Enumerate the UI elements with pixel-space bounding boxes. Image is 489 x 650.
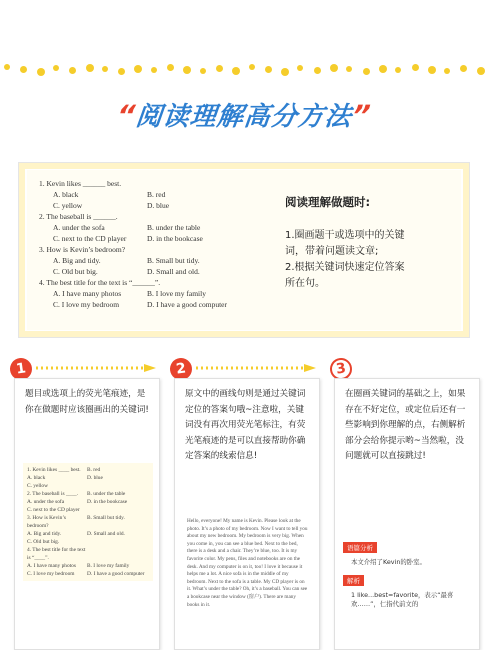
decor-dot — [167, 64, 174, 71]
step-2 — [170, 358, 322, 650]
step-1-mini-questions — [23, 463, 153, 581]
option-row — [39, 189, 279, 200]
option-a: A. I have many photos — [53, 289, 122, 298]
option-row — [39, 266, 279, 277]
mini-cell: B. red — [87, 467, 101, 473]
decor-dot — [477, 67, 485, 75]
decor-dot — [265, 66, 272, 73]
explanation-tag: 解析 — [343, 575, 364, 586]
decor-dot — [134, 65, 142, 73]
decor-dot — [314, 67, 321, 74]
title-close-quote: ” — [350, 99, 374, 132]
decor-dot — [330, 64, 338, 72]
decor-dot — [460, 65, 467, 72]
option-b: B. I love my family — [147, 289, 206, 298]
question-list — [39, 178, 279, 310]
step-3-analysis — [343, 537, 473, 612]
decor-dot — [281, 68, 289, 76]
mini-cell: 3. How is Kevin’s bedroom? — [27, 515, 66, 529]
mini-cell: B. Small but tidy. — [87, 515, 125, 521]
tips-line-2: 词，带着问题读文章; — [285, 246, 379, 257]
question-stem: 4. The best title for the text is “______”. — [39, 278, 161, 287]
mini-row — [27, 482, 149, 490]
step-1-card — [14, 378, 160, 650]
mini-cell: C. next to the CD player — [27, 507, 80, 513]
mini-cell: 2. The baseball is ____. — [27, 491, 79, 497]
decor-dot — [102, 66, 108, 72]
step-2-text: 原文中的画线句则是通过关键词定位的答案句哦~注意啦，关键词没有再次用荧光笔标注，有荧光笔痕迹的是可以直接帮助你确定答案的线索信息! — [185, 389, 306, 461]
tips-line-1: 1.圈画题干或选项中的关键 — [285, 230, 405, 241]
step-1 — [10, 358, 162, 650]
mini-cell: A. Big and tidy. — [27, 531, 62, 537]
decor-dot — [412, 64, 419, 71]
arrow-icon — [34, 364, 158, 372]
option-d: D. I have a good computer — [147, 300, 227, 309]
option-row — [39, 200, 279, 211]
decor-dot — [444, 68, 450, 74]
question-stem: 2. The baseball is ______. — [39, 212, 118, 221]
decor-dot — [363, 68, 370, 75]
mini-cell: D. Small and old. — [87, 531, 125, 537]
mini-row — [27, 506, 149, 514]
mini-cell: D. blue — [87, 475, 103, 481]
decor-dot — [200, 68, 206, 74]
decor-dot — [183, 66, 191, 74]
step-number-2: 2 — [169, 357, 194, 382]
question-panel-inner — [27, 170, 461, 330]
mini-cell: 4. The best title for the text is “____”. — [27, 547, 86, 561]
option-row — [39, 255, 279, 266]
mini-row — [27, 546, 149, 562]
page-title — [115, 96, 373, 133]
arrow-icon — [194, 364, 318, 372]
decor-dot — [297, 65, 303, 71]
mini-row — [27, 514, 149, 530]
mini-cell: A. under the sofa — [27, 499, 65, 505]
step-1-text: 题目或选项上的荧光笔痕迹，是你在做题时应该圈画出的关键词! — [25, 389, 149, 415]
dotted-border — [0, 58, 489, 80]
decor-dot — [86, 64, 94, 72]
decor-dot — [4, 64, 10, 70]
decor-dot — [151, 67, 157, 73]
decor-dot — [20, 66, 27, 73]
step-3-text: 在圈画关键词的基础之上，如果存在不好定位，或定位后还有一些影响到你理解的点，右侧解析部分会给你提示哟~当然啦，没问题就可以直接跳过! — [345, 389, 466, 461]
mini-row — [27, 538, 149, 546]
mini-row — [27, 490, 149, 498]
tips-heading: 阅读理解做题时: — [285, 195, 371, 209]
analysis-tag: 语篇分析 — [343, 542, 377, 553]
mini-row — [27, 498, 149, 506]
mini-row — [27, 530, 149, 538]
title-open-quote: “ — [115, 99, 139, 132]
option-row — [39, 288, 279, 299]
option-b: B. under the table — [147, 223, 201, 232]
step-3-card — [334, 378, 480, 650]
option-c: C. yellow — [53, 201, 83, 210]
decor-dot — [53, 65, 59, 71]
question-stem: 3. How is Kevin’s bedroom? — [39, 245, 126, 254]
option-row — [39, 222, 279, 233]
explanation-note: 1 like...best=favorite，表示“最喜欢……”，仁指代前文的 — [351, 591, 454, 608]
decor-dot — [118, 68, 125, 75]
mini-cell: A. black — [27, 475, 46, 481]
mini-row — [27, 466, 149, 474]
title-area — [0, 96, 489, 133]
step-number-3: 3 — [329, 357, 354, 382]
question-stem: 1. Kevin likes ______ best. — [39, 179, 122, 188]
option-a: A. under the sofa — [53, 223, 105, 232]
option-c: C. Old but big. — [53, 267, 98, 276]
decor-dot — [428, 66, 436, 74]
decor-dot — [69, 67, 76, 74]
mini-row — [27, 562, 149, 570]
option-row — [39, 233, 279, 244]
option-c: C. next to the CD player — [53, 234, 127, 243]
decor-dot — [216, 65, 223, 72]
tips-line-4: 所在句。 — [285, 278, 325, 289]
step-number-1: 1 — [9, 357, 34, 382]
question-panel — [18, 162, 470, 338]
decor-dot — [37, 68, 45, 76]
decor-dot — [249, 64, 255, 70]
mini-cell: C. Old but big. — [27, 539, 60, 545]
option-b: B. red — [147, 190, 166, 199]
analysis-summary: 本文介绍了Kevin的卧室。 — [351, 558, 426, 566]
tips-box — [285, 194, 465, 292]
mini-row — [27, 570, 149, 578]
decor-dot — [379, 65, 387, 73]
option-c: C. I love my bedroom — [53, 300, 120, 309]
option-a: A. Big and tidy. — [53, 256, 101, 265]
mini-cell: C. yellow — [27, 483, 48, 489]
step-2-passage: Hello, everyone! My name is Kevin. Please look at the photo. It’s a photo of my bedroom. Now I want to tell you about my new bedroom. My bedroom is very big. When you come in, you can see a blue bed. Next to the bed, there is a desk and a chair. They’re blue, too. It is my favorite color. My pens, files and notebooks are on the desk. And my computer is on it, too! I love it because it helps me a lot. A nice sofa is in the middle of my bedroom. Next to the sofa is a table. My CD player is on it. What’s under the table? Oh, it’s a baseball. You can see a bookcase near the window (窗户). There are many books in it. — [183, 515, 313, 612]
option-b: B. Small but tidy. — [147, 256, 200, 265]
mini-cell: A. I have many photos — [27, 563, 76, 569]
mini-cell: C. I love my bedroom — [27, 571, 75, 577]
decor-dot — [346, 66, 352, 72]
mini-row — [27, 474, 149, 482]
mini-cell: B. under the table — [87, 491, 126, 497]
option-d: D. blue — [147, 201, 170, 210]
mini-cell: 1. Kevin likes ____ best. — [27, 467, 81, 473]
option-d: D. in the bookcase — [147, 234, 203, 243]
mini-cell: D. in the bookcase — [87, 499, 128, 505]
step-3 — [330, 358, 482, 650]
mini-cell: B. I love my family — [87, 563, 130, 569]
option-d: D. Small and old. — [147, 267, 200, 276]
decor-dot — [232, 67, 240, 75]
mini-cell: D. I have a good computer — [87, 571, 145, 577]
tips-line-3: 2.根据关键词快速定位答案 — [285, 262, 405, 273]
decor-dot — [395, 67, 401, 73]
title-text: 阅读理解高分方法 — [134, 102, 354, 132]
option-row — [39, 299, 279, 310]
step-2-card — [174, 378, 320, 650]
option-a: A. black — [53, 190, 79, 199]
